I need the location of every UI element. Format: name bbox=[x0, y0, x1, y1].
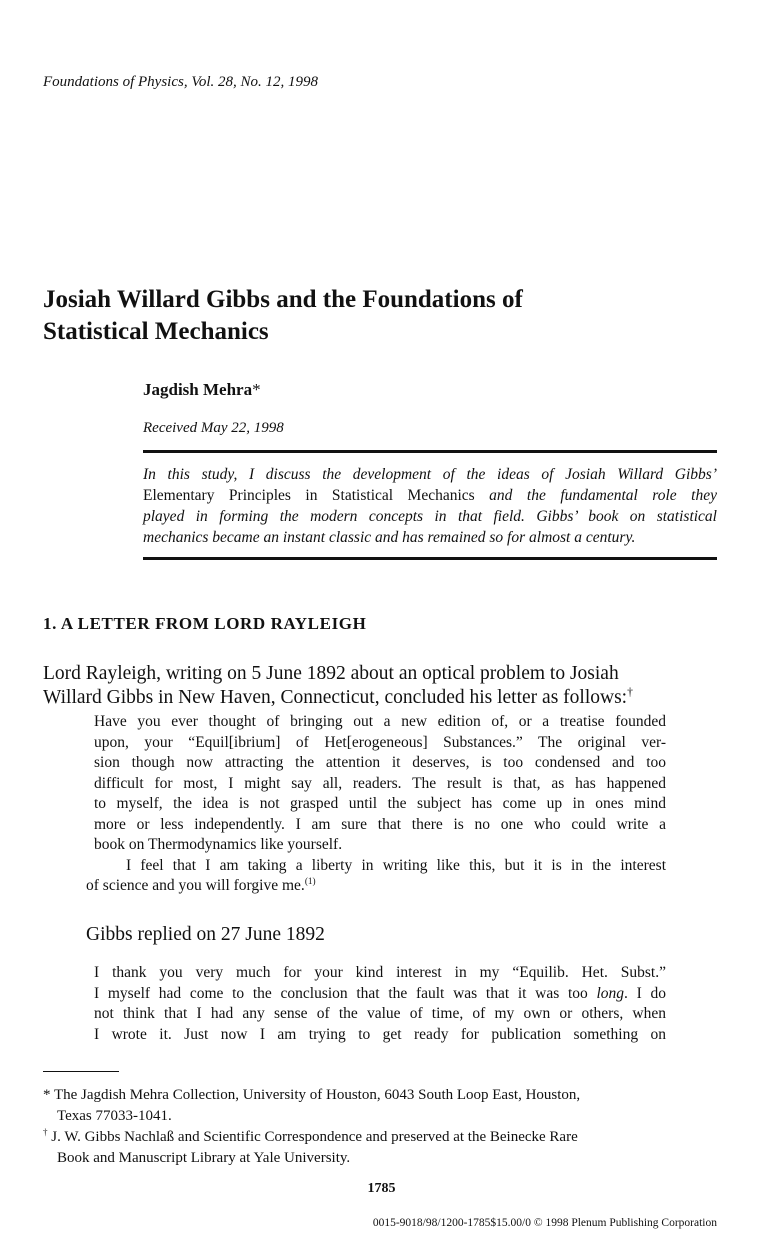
quote1-line: Have you ever thought of bringing out a new edition of, or a treatise founded bbox=[94, 713, 666, 730]
section-heading: 1. A LETTER FROM LORD RAYLEIGH bbox=[43, 614, 367, 633]
quote1-line: difficult for most, I might say all, readers. The result is that, as has happened bbox=[94, 774, 666, 792]
quote1-line: of science and you will forgive me.$^{(1)}$ bbox=[86, 876, 316, 894]
lead-line-2: Willard Gibbs in New Haven, Connecticut, concluded his letter as follows:† bbox=[43, 685, 633, 708]
author-footnote-mark: * bbox=[252, 380, 261, 399]
abstract-bottom-rule bbox=[143, 557, 717, 560]
emphasis-long: long bbox=[596, 984, 625, 1002]
quote2-line-1: I thank you very much for your kind interest in my “Equilib. Het. Subst.” bbox=[94, 964, 666, 981]
rayleigh-quote bbox=[86, 712, 666, 897]
quote2-line-2: I myself had come to the conclusion that the fault was that it was too long. I do bbox=[94, 984, 666, 1002]
quote1-line: to myself, the idea is not grasped until the subject has come up in ones mind bbox=[94, 795, 666, 812]
footnote-2-cont: Book and Manuscript Library at Yale University. bbox=[57, 1150, 351, 1166]
copyright-line: 0015-9018/98/1200-1785$15.00/0 © 1998 Plenum Publishing Corporation bbox=[372, 1217, 717, 1229]
quote2-line-4: I wrote it. Just now I am trying to get ready for publication something on bbox=[94, 1025, 666, 1043]
abstract bbox=[143, 464, 717, 548]
title-line-2: Statistical Mechanics bbox=[43, 318, 269, 345]
lead-paragraph bbox=[43, 662, 716, 710]
journal-name: Foundations of Physics bbox=[43, 74, 184, 90]
abstract-line-2 bbox=[143, 485, 717, 506]
received-date: Received May 22, 1998 bbox=[143, 420, 284, 436]
lead-footnote-mark: † bbox=[627, 685, 633, 699]
quote1-line: sion though now attracting the attention it deserves, is too condensed and too bbox=[94, 754, 666, 771]
lead-line-1: Lord Rayleigh, writing on 5 June 1892 about an optical problem to Josiah bbox=[43, 663, 619, 684]
abstract-top-rule bbox=[143, 450, 717, 453]
gibbs-quote bbox=[94, 963, 666, 1045]
quote1-line: upon, your “Equil[ibrium] of Het[erogeneous] Substances.” The original ver- bbox=[94, 733, 666, 751]
reply-intro: Gibbs replied on 27 June 1892 bbox=[86, 924, 325, 945]
footnote-1-mark: * bbox=[43, 1087, 51, 1103]
footnote-rule bbox=[43, 1071, 119, 1072]
footnote-2: † J. W. Gibbs Nachlaß and Scientific Correspondence and preserved at the Beinecke Rare bbox=[43, 1127, 578, 1145]
author-name: Jagdish Mehra bbox=[143, 380, 253, 399]
quote1-line: book on Thermodynamics like yourself. bbox=[94, 836, 343, 853]
title-line-1: Josiah Willard Gibbs and the Foundations of bbox=[43, 286, 523, 313]
quote2-line-3: not think that I had any sense of the value of time, of my own or others, when bbox=[94, 1005, 666, 1022]
journal-citation bbox=[43, 74, 318, 91]
quote1-line: more or less independently. I am sure that there is no one who could write a bbox=[94, 815, 666, 833]
article-title bbox=[43, 284, 733, 348]
abstract-line-4: mechanics became an instant classic and has remained so for almost a century. bbox=[143, 529, 636, 546]
abstract-line-1: In this study, I discuss the development of the ideas of Josiah Willard Gibbs’ bbox=[143, 466, 717, 483]
abstract-line-2-rest: and the fundamental role they bbox=[474, 487, 717, 504]
abstract-book-title: Elementary Principles in Statistical Mechanics bbox=[143, 487, 475, 504]
footnote-1: * The Jagdish Mehra Collection, University of Houston, 6043 South Loop East, Houston, bbox=[43, 1087, 581, 1103]
author-line bbox=[143, 380, 261, 400]
quote1-line: I feel that I am taking a liberty in writing like this, but it is in the interest bbox=[126, 856, 666, 874]
abstract-line-3: played in forming the modern concepts in that field. Gibbs’ book on statistical bbox=[143, 508, 717, 525]
footnote-2-mark: † bbox=[43, 1127, 48, 1137]
footnote-1-cont: Texas 77033-1041. bbox=[57, 1108, 172, 1124]
reference-mark: (1) bbox=[304, 876, 316, 887]
footnotes bbox=[43, 1085, 716, 1169]
journal-volume-issue: , Vol. 28, No. 12, 1998 bbox=[183, 74, 319, 90]
page-number: 1785 bbox=[367, 1181, 396, 1196]
